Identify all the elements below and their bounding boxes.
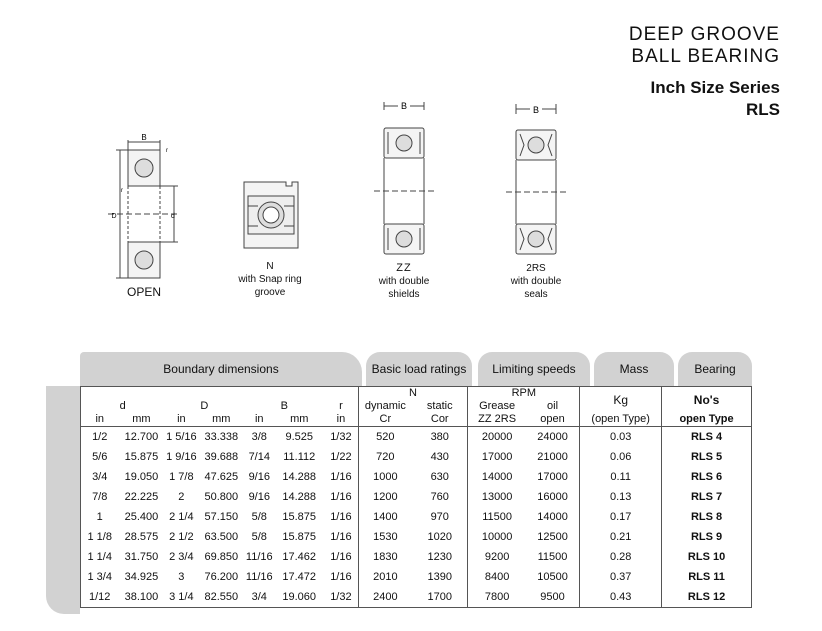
open-dim-inner-d: d [171,213,175,220]
tab-basic-load-ratings: Basic load ratings [366,352,472,386]
cell-r-in: 1/32 [330,591,352,603]
cell-b-in: 9/16 [248,471,270,483]
cell-cr: 1200 [358,487,412,507]
cell-bearing-no: RLS 4 [662,427,752,448]
spec-table [80,386,752,608]
cell-cr: 720 [358,447,412,467]
cell-outer-d-mm: 76.200 [204,571,239,583]
cell-b-mm: 11.112 [283,451,316,463]
cell-cr: 1530 [358,527,412,547]
cell-d-mm: 19.050 [124,471,159,483]
snap-ring-caption [220,260,320,299]
cell-d-in: 7/8 [92,491,108,503]
cell-bearing-no: RLS 5 [662,447,752,467]
header-mass-unit: Kg [580,387,662,414]
cell-mass: 0.43 [580,587,662,608]
cell-d-mm: 31.750 [124,551,159,563]
table-row [81,547,752,567]
cell-b-in: 3/8 [251,431,267,443]
cell-bearing-no: RLS 9 [662,527,752,547]
cell-d-mm: 38.100 [124,591,159,603]
subtitle-series: Inch Size Series [650,78,780,97]
header-mm-2: mm [198,413,244,427]
header-oil: oil [547,400,559,412]
cell-b-in: 7/14 [248,451,270,463]
cell-oil-speed: 17000 [537,471,568,483]
cell-d-mm: 15.875 [124,451,159,463]
cell-outer-d-mm: 69.850 [204,551,239,563]
2rs-caption [492,262,580,301]
cell-outer-d-mm: 47.625 [204,471,239,483]
table-row [81,427,752,448]
cell-r-in: 1/16 [330,511,352,523]
cell-oil-speed: 10500 [537,571,568,583]
cell-oil-speed: 9500 [540,591,565,603]
cell-oil-speed: 16000 [537,491,568,503]
cell-d-in: 1 [96,511,103,523]
header-static: static [426,400,453,412]
snap-label-n: N [266,261,274,272]
cell-cr: 1830 [358,547,412,567]
cell-r-in: 1/22 [330,451,352,463]
cell-b-mm: 17.472 [282,571,317,583]
open-dim-r: r [121,188,123,194]
table-row [81,487,752,507]
cell-mass: 0.06 [580,447,662,467]
cell-outer-d-in: 1 5/16 [166,431,197,443]
open-dim-r1: r [166,148,168,154]
cell-d-in: 1/12 [89,591,111,603]
cell-grease-speed: 10000 [468,527,526,547]
cell-cr: 520 [358,427,412,448]
cell-d-in: 1/2 [92,431,108,443]
cell-b-in: 5/8 [251,511,267,523]
table-row [81,587,752,608]
header-d: d [119,400,126,412]
cell-b-in: 3/4 [251,591,267,603]
zz-label-desc1: with double [378,276,430,287]
cell-outer-d-mm: 39.688 [204,451,239,463]
header-open: open [526,413,580,427]
table-side-band [46,386,80,614]
header-bearing-nos: No's [662,387,752,414]
cell-b-mm: 15.875 [282,531,317,543]
cell-grease-speed: 9200 [468,547,526,567]
cell-b-mm: 19.060 [282,591,317,603]
cell-cor: 1020 [427,531,452,543]
cell-d-mm: 25.400 [124,511,159,523]
zz-label-desc2: shields [388,289,420,300]
cell-mass: 0.21 [580,527,662,547]
cell-cor: 760 [430,491,449,503]
cell-outer-d-in: 2 1/4 [169,511,194,523]
cell-cor: 380 [430,431,449,443]
cell-d-mm: 22.225 [124,491,159,503]
snap-ring-bearing-diagram [238,178,304,254]
cell-d-in: 1 3/4 [87,571,112,583]
table-row [81,467,752,487]
cell-r-in: 1/16 [330,571,352,583]
cell-d-in: 1 1/4 [87,551,112,563]
cell-outer-d-in: 3 [178,571,185,583]
header-grease: Grease [468,400,526,413]
cell-outer-d-mm: 57.150 [204,511,239,523]
cell-bearing-no: RLS 12 [662,587,752,608]
cell-outer-d-mm: 33.338 [204,431,239,443]
title-line-2: BALL BEARING [631,46,780,67]
snap-label-desc1: with Snap ring [238,274,302,285]
cell-grease-speed: 8400 [468,567,526,587]
header-outer-d: D [200,400,209,412]
header-cor: Cor [412,413,468,427]
cell-cor: 430 [430,451,449,463]
header-dynamic: dynamic [358,400,412,413]
cell-cor: 630 [430,471,449,483]
zz-bearing-diagram [374,100,434,262]
cell-b-in: 9/16 [248,491,270,503]
cell-b-mm: 17.462 [282,551,317,563]
cell-bearing-no: RLS 7 [662,487,752,507]
cell-grease-speed: 11500 [468,507,526,527]
header-zz2rs: ZZ 2RS [468,413,526,427]
table-row [81,567,752,587]
cell-outer-d-in: 2 3/4 [169,551,194,563]
2rs-dim-b: B [532,105,540,115]
header-speed-unit: RPM [468,387,580,401]
cell-grease-speed: 14000 [468,467,526,487]
cell-cor: 1390 [427,571,452,583]
tab-bearing: Bearing [678,352,752,386]
tab-boundary-dimensions: Boundary dimensions [80,352,362,386]
header-b: B [280,400,288,412]
cell-cr: 1000 [358,467,412,487]
2rs-bearing-diagram [506,102,566,262]
header-in-1: in [81,413,119,427]
cell-d-in: 3/4 [92,471,108,483]
zz-dim-b: B [400,101,408,111]
table-row [81,507,752,527]
header-load-unit: N [358,387,468,401]
cell-d-in: 5/6 [92,451,108,463]
open-dim-b: B [141,133,147,142]
cell-grease-speed: 20000 [468,427,526,448]
cell-mass: 0.28 [580,547,662,567]
header-in-3: in [244,413,274,427]
cell-outer-d-in: 1 9/16 [166,451,197,463]
cell-r-in: 1/16 [330,531,352,543]
cell-b-mm: 14.288 [282,471,317,483]
cell-mass: 0.37 [580,567,662,587]
cell-mass: 0.13 [580,487,662,507]
cell-r-in: 1/16 [330,471,352,483]
table-tab-bar [80,352,752,386]
cell-r-in: 1/16 [330,551,352,563]
cell-bearing-no: RLS 8 [662,507,752,527]
header-in-4: in [324,413,358,427]
zz-label-code: ZZ [396,262,412,274]
header-in-2: in [164,413,198,427]
cell-d-mm: 34.925 [124,571,159,583]
cell-outer-d-in: 2 1/2 [169,531,194,543]
header-row-units-detail [81,413,752,427]
cell-b-mm: 15.875 [282,511,317,523]
open-label: OPEN [126,285,161,299]
cell-d-mm: 28.575 [124,531,159,543]
header-r: r [339,400,343,412]
cell-outer-d-mm: 82.550 [204,591,239,603]
header-cr: Cr [358,413,412,427]
cell-bearing-no: RLS 11 [662,567,752,587]
cell-grease-speed: 7800 [468,587,526,608]
2rs-label-code: 2RS [526,263,546,274]
cell-bearing-no: RLS 6 [662,467,752,487]
2rs-label-desc1: with double [510,276,562,287]
cell-cr: 2400 [358,587,412,608]
cell-b-in: 11/16 [245,571,273,583]
cell-b-in: 5/8 [251,531,267,543]
cell-d-mm: 12.700 [124,431,159,443]
cell-outer-d-in: 2 [178,491,185,503]
cell-oil-speed: 12500 [537,531,568,543]
cell-oil-speed: 14000 [537,511,568,523]
table-row [81,447,752,467]
header-row-units [81,387,752,401]
cell-grease-speed: 17000 [468,447,526,467]
zz-caption [360,262,448,301]
cell-b-mm: 9.525 [285,431,313,443]
cell-d-in: 1 1/8 [87,531,112,543]
open-bearing-diagram [104,130,184,290]
cell-mass: 0.03 [580,427,662,448]
header-mm-3: mm [274,413,324,427]
cell-grease-speed: 13000 [468,487,526,507]
cell-outer-d-mm: 50.800 [204,491,239,503]
cell-cor: 970 [430,511,449,523]
cell-outer-d-in: 3 1/4 [169,591,194,603]
cell-r-in: 1/32 [330,431,352,443]
cell-outer-d-in: 1 7/8 [169,471,194,483]
tab-mass: Mass [594,352,674,386]
open-dim-outer-d: D [111,213,117,220]
header-mm-1: mm [118,413,164,427]
title-line-1: DEEP GROOVE [628,24,780,45]
cell-cr: 1400 [358,507,412,527]
tab-limiting-speeds: Limiting speeds [478,352,590,386]
table-row [81,527,752,547]
cell-cor: 1230 [427,551,452,563]
cell-mass: 0.11 [580,467,662,487]
cell-cr: 2010 [358,567,412,587]
cell-r-in: 1/16 [330,491,352,503]
cell-bearing-no: RLS 10 [662,547,752,567]
cell-b-in: 11/16 [245,551,273,563]
cell-oil-speed: 21000 [537,451,568,463]
snap-label-desc2: groove [254,287,286,298]
header-bearing-type: open Type [662,413,752,427]
cell-b-mm: 14.288 [282,491,317,503]
header-mass-type: (open Type) [580,413,662,427]
cell-outer-d-mm: 63.500 [204,531,239,543]
2rs-label-desc2: seals [524,289,548,300]
subtitle-code: RLS [746,100,780,119]
cell-oil-speed: 24000 [537,431,568,443]
cell-mass: 0.17 [580,507,662,527]
cell-oil-speed: 11500 [537,551,568,563]
cell-cor: 1700 [427,591,452,603]
